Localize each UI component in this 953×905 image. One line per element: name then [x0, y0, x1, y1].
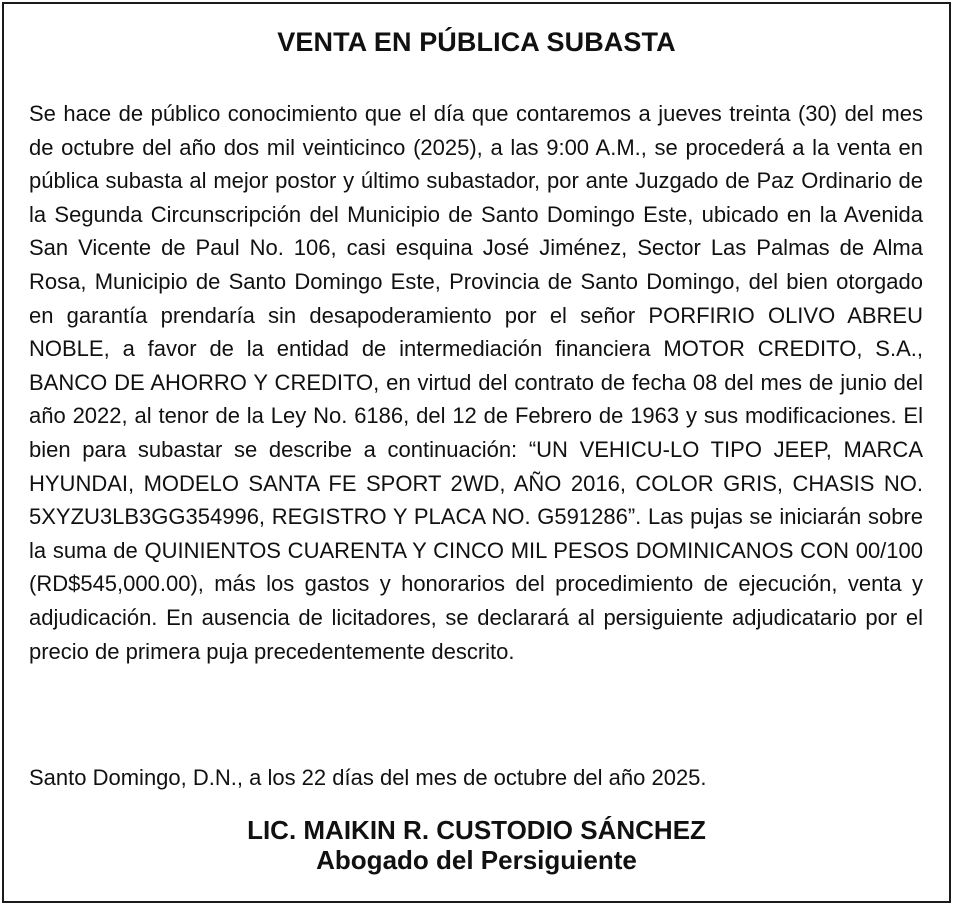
notice-date-line: Santo Domingo, D.N., a los 22 días del mes de octubre del año 2025.	[29, 765, 707, 790]
notice-frame	[2, 2, 951, 903]
notice-title: VENTA EN PÚBLICA SUBASTA	[277, 27, 676, 57]
signer-role: Abogado del Persiguiente	[316, 845, 637, 875]
signer-name: LIC. MAIKIN R. CUSTODIO SÁNCHEZ	[247, 815, 706, 845]
notice-body-text: Se hace de público conocimiento que el día que contaremos a jueves treinta (30) del mes de octubre del año dos mil veinticinco (2025), a las 9:00 A.M., se procederá a la venta en pública subasta al mejor postor y último subastador, por ante Juzgado de Paz Ordinario de la Segunda Circunscripción del Municipio de Santo Domingo Este, ubicado en la Avenida San Vicente de Paul No. 106, casi esquina José Jiménez, Sector Las Palmas de Alma Rosa, Municipio de Santo Domingo Este, Provincia de Santo Domingo, del bien otorgado en garantía prendaría sin desapoderamiento por el señor PORFIRIO OLIVO ABREU NOBLE, a favor de la entidad de intermediación financiera MOTOR CREDITO, S.A., BANCO DE AHORRO Y CREDITO, en virtud del contrato de fecha 08 del mes de junio del año 2022, al tenor de la Ley No. 6186, del 12 de Febrero de 1963 y sus modificaciones. El bien para subastar se describe a continuación: “UN VEHICU-LO TIPO JEEP, MARCA HYUNDAI, MODELO SANTA FE SPORT 2WD, AÑO 2016, COLOR GRIS, CHASIS NO. 5XYZU3LB3GG354996, REGISTRO Y PLACA NO. G591286”. Las pujas se iniciarán sobre la suma de QUINIENTOS CUARENTA Y CINCO MIL PESOS DOMINICANOS CON 00/100 (RD$545,000.00), más los gastos y honorarios del procedimiento de ejecución, venta y adjudicación. En ausencia de licitadores, se declarará al persiguiente adjudicatario por el precio de primera puja precedentemente descrito.	[29, 101, 923, 664]
signature-block	[4, 815, 949, 875]
notice-body	[29, 97, 923, 668]
